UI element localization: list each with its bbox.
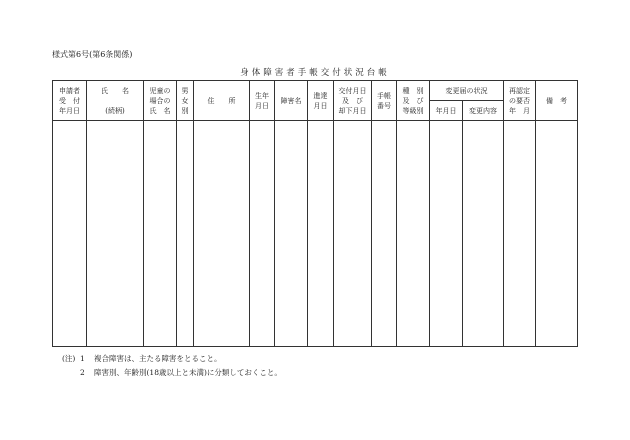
cell-address [194, 121, 250, 347]
ledger-title: 身体障害者手帳交付状況台帳 [240, 68, 390, 78]
cell-recert-required [504, 121, 536, 347]
cell-disability-name [275, 121, 308, 347]
cell-child-guardian-name [144, 121, 177, 347]
header-handbook-number: 手帳 番号 [372, 81, 397, 121]
note-text: 複合障害は、主たる障害をとること。 [94, 354, 222, 363]
note-text: 障害別、年齢別(18歳以上と未満)に分類しておくこと。 [94, 368, 282, 377]
note-item [62, 352, 282, 366]
cell-remarks [536, 121, 578, 347]
note-number: 2 [80, 368, 85, 377]
cell-gender [177, 121, 194, 347]
cell-handbook-number [372, 121, 397, 347]
header-gender: 男 女 別 [177, 81, 194, 121]
header-birth-date: 生年 月日 [250, 81, 275, 121]
header-recert-required: 再認定 の要否 年 月 [504, 81, 536, 121]
header-child-guardian-name: 児童の 場合の 氏 名 [144, 81, 177, 121]
notes-prefix: (注) [62, 354, 76, 363]
header-change-content: 変更内容 [463, 101, 504, 121]
header-address: 住 所 [194, 81, 250, 121]
header-change-status: 変更届の状況 [430, 81, 504, 101]
cell-name [87, 121, 144, 347]
cell-issue-date [334, 121, 372, 347]
header-disability-name: 障害名 [275, 81, 308, 121]
header-issue-date: 交付月日 及 び 却下月日 [334, 81, 372, 121]
header-remarks: 備 考 [536, 81, 578, 121]
header-change-date: 年月日 [430, 101, 463, 121]
cell-change-date [430, 121, 463, 347]
cell-change-content [463, 121, 504, 347]
form-number: 様式第6号(第6条関係) [52, 50, 133, 59]
note-number: 1 [80, 354, 85, 363]
cell-birth-date [250, 121, 275, 347]
header-name: 氏 名 (続柄) [87, 81, 144, 121]
header-application-date: 申請者 受 付 年月日 [53, 81, 87, 121]
cell-progress-date [308, 121, 334, 347]
header-progress-date: 進達 月日 [308, 81, 334, 121]
notes [62, 352, 282, 380]
note-item [62, 366, 282, 380]
cell-application-date [53, 121, 87, 347]
cell-type-grade [397, 121, 430, 347]
table-row [53, 121, 578, 347]
ledger-table [52, 80, 578, 347]
header-type-grade: 種 別 及 び 等級別 [397, 81, 430, 121]
